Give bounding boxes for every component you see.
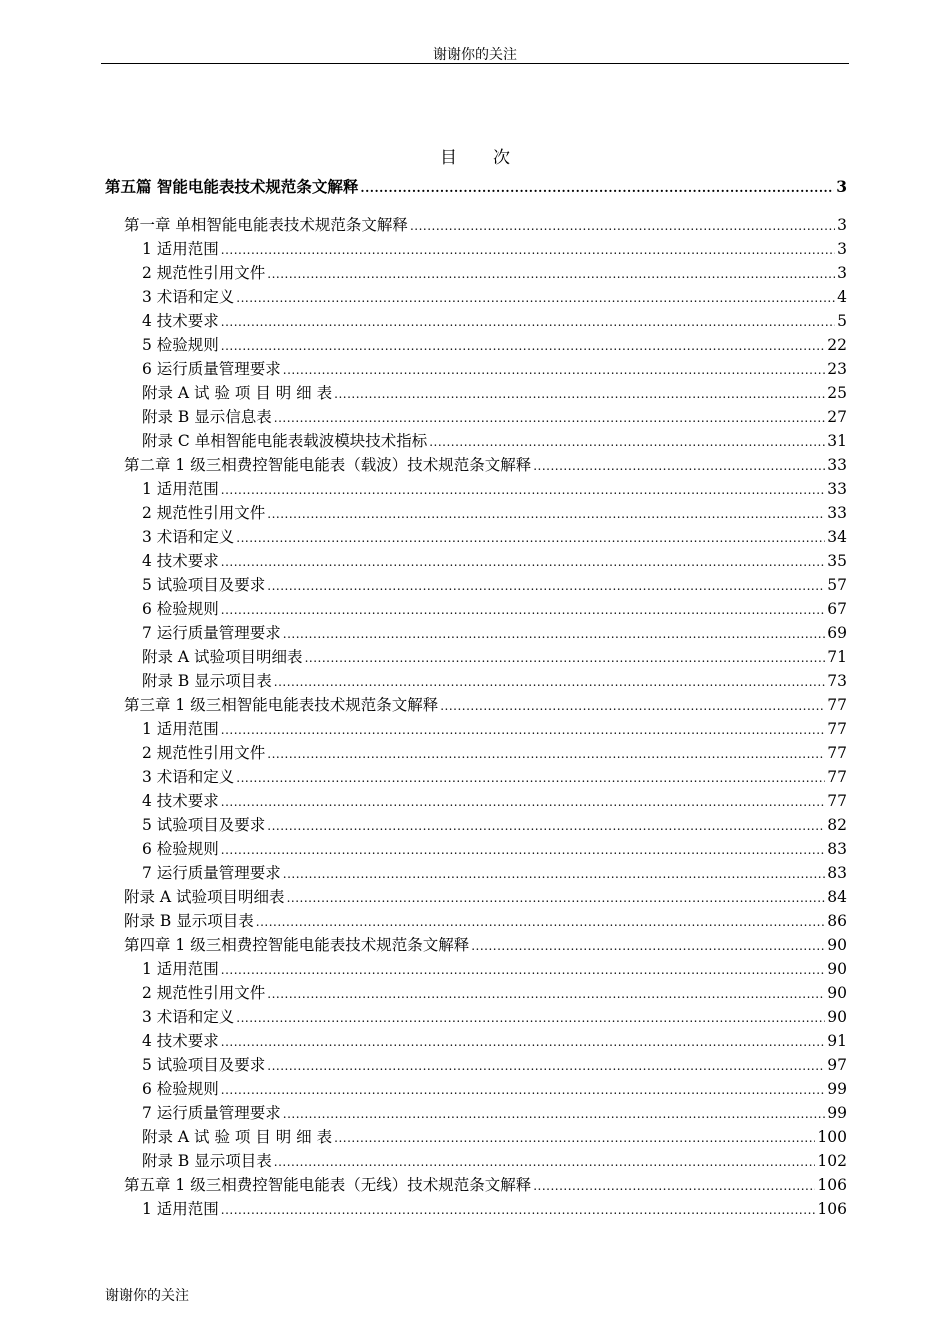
toc-entry-label: 5 试验项目及要求 bbox=[142, 816, 266, 834]
toc-entry[interactable] bbox=[142, 1054, 847, 1076]
toc-leader-dots bbox=[221, 551, 825, 573]
toc-title bbox=[0, 143, 950, 168]
toc-entry[interactable] bbox=[142, 262, 847, 284]
toc-leader-dots bbox=[287, 887, 826, 909]
toc-entry-page: 3 bbox=[837, 264, 847, 282]
toc-leader-dots bbox=[256, 911, 826, 933]
toc-leader-dots bbox=[305, 647, 826, 669]
toc-entry[interactable] bbox=[124, 934, 847, 956]
toc-entry-page: 86 bbox=[827, 912, 847, 930]
toc-entry-page: 77 bbox=[827, 792, 847, 810]
toc-entry-label: 1 适用范围 bbox=[142, 480, 219, 498]
toc-entry-page: 77 bbox=[827, 744, 847, 762]
toc-entry-page: 90 bbox=[827, 936, 847, 954]
toc-entry-label: 2 规范性引用文件 bbox=[142, 744, 266, 762]
toc-entry[interactable] bbox=[142, 790, 847, 812]
toc-leader-dots bbox=[236, 1007, 825, 1029]
toc-leader-dots bbox=[221, 599, 825, 621]
toc-entry[interactable] bbox=[142, 382, 847, 404]
toc-entry-label: 附录 B 显示项目表 bbox=[142, 1152, 272, 1170]
toc-entry-page: 82 bbox=[827, 816, 847, 834]
toc-entry[interactable] bbox=[142, 238, 847, 260]
toc-entry[interactable] bbox=[142, 502, 847, 524]
page-footer: 谢谢你的关注 bbox=[105, 1288, 189, 1304]
toc-entry-label: 5 试验项目及要求 bbox=[142, 1056, 266, 1074]
toc-leader-dots bbox=[267, 983, 825, 1005]
toc-entry-label: 7 运行质量管理要求 bbox=[142, 624, 281, 642]
toc-leader-dots bbox=[410, 215, 835, 237]
toc-leader-dots bbox=[274, 671, 826, 693]
toc-leader-dots bbox=[274, 1151, 816, 1173]
toc-entry[interactable] bbox=[105, 176, 847, 198]
toc-entry-label: 第五篇 智能电能表技术规范条文解释 bbox=[105, 177, 359, 196]
toc-entry-page: 23 bbox=[827, 360, 847, 378]
toc-entry-page: 5 bbox=[837, 312, 847, 330]
toc-entry-label: 第四章 1 级三相费控智能电能表技术规范条文解释 bbox=[124, 936, 470, 954]
toc-entry-page: 31 bbox=[827, 432, 847, 450]
toc-entry-label: 第三章 1 级三相智能电能表技术规范条文解释 bbox=[124, 696, 439, 714]
toc-leader-dots bbox=[221, 839, 825, 861]
toc-leader-dots bbox=[283, 623, 825, 645]
toc-entry-page: 33 bbox=[827, 504, 847, 522]
toc-entry-label: 5 检验规则 bbox=[142, 336, 219, 354]
toc-entry[interactable] bbox=[142, 358, 847, 380]
toc-entry-page: 71 bbox=[827, 648, 847, 666]
toc-entry-label: 2 规范性引用文件 bbox=[142, 264, 266, 282]
toc-entry-page: 99 bbox=[827, 1080, 847, 1098]
toc-entry-page: 27 bbox=[827, 408, 847, 426]
toc-leader-dots bbox=[221, 335, 825, 357]
page-header: 谢谢你的关注 bbox=[433, 47, 517, 63]
toc-entry-label: 第五章 1 级三相费控智能电能表（无线）技术规范条文解释 bbox=[124, 1176, 532, 1194]
toc-entry-label: 5 试验项目及要求 bbox=[142, 576, 266, 594]
toc-entry[interactable] bbox=[124, 886, 847, 908]
toc-leader-dots bbox=[221, 239, 835, 261]
toc-entry-page: 3 bbox=[836, 177, 847, 196]
toc-entry[interactable] bbox=[142, 526, 847, 548]
toc-entry-page: 91 bbox=[827, 1032, 847, 1050]
toc-entry-label: 7 运行质量管理要求 bbox=[142, 1104, 281, 1122]
toc-entry-label: 第一章 单相智能电能表技术规范条文解释 bbox=[124, 216, 408, 234]
toc-entry-label: 3 术语和定义 bbox=[142, 528, 235, 546]
toc-leader-dots bbox=[221, 959, 825, 981]
toc-entry[interactable] bbox=[142, 550, 847, 572]
toc-entry-label: 附录 A 试 验 项 目 明 细 表 bbox=[142, 384, 333, 402]
toc-entry-page: 67 bbox=[827, 600, 847, 618]
toc-leader-dots bbox=[283, 1103, 825, 1125]
toc-entry-page: 25 bbox=[827, 384, 847, 402]
toc-entry[interactable] bbox=[124, 454, 847, 476]
toc-leader-dots bbox=[429, 431, 825, 453]
toc-entry[interactable] bbox=[142, 478, 847, 500]
toc-entry-page: 83 bbox=[827, 840, 847, 858]
toc-entry[interactable] bbox=[142, 622, 847, 644]
toc-entry[interactable] bbox=[142, 838, 847, 860]
toc-entry-label: 7 运行质量管理要求 bbox=[142, 864, 281, 882]
toc-leader-dots bbox=[236, 767, 825, 789]
toc-leader-dots bbox=[471, 935, 825, 957]
toc-entry-label: 附录 B 显示项目表 bbox=[142, 672, 272, 690]
toc-entry-label: 4 技术要求 bbox=[142, 792, 219, 810]
toc-entry-page: 33 bbox=[827, 480, 847, 498]
toc-entry-label: 6 运行质量管理要求 bbox=[142, 360, 281, 378]
toc-entry[interactable] bbox=[142, 1198, 847, 1220]
toc-entry-page: 99 bbox=[827, 1104, 847, 1122]
toc-entry[interactable] bbox=[142, 574, 847, 596]
toc-leader-dots bbox=[221, 791, 825, 813]
toc-title-left: 目 bbox=[440, 148, 457, 168]
toc-entry[interactable] bbox=[142, 1126, 847, 1148]
toc-entry-page: 90 bbox=[827, 960, 847, 978]
toc-entry[interactable] bbox=[142, 430, 847, 452]
toc-entry[interactable] bbox=[142, 862, 847, 884]
toc-entry[interactable] bbox=[142, 310, 847, 332]
toc-entry-page: 73 bbox=[827, 672, 847, 690]
toc-entry-page: 57 bbox=[827, 576, 847, 594]
toc-entry[interactable] bbox=[142, 982, 847, 1004]
toc-entry-label: 1 适用范围 bbox=[142, 240, 219, 258]
toc-entry-page: 90 bbox=[827, 984, 847, 1002]
toc-entry-page: 3 bbox=[837, 216, 847, 234]
toc-leader-dots bbox=[334, 383, 825, 405]
toc-entry[interactable] bbox=[142, 1102, 847, 1124]
toc-leader-dots bbox=[221, 1079, 825, 1101]
toc-leader-dots bbox=[267, 815, 825, 837]
toc-leader-dots bbox=[274, 407, 826, 429]
toc-entry-label: 3 术语和定义 bbox=[142, 1008, 235, 1026]
toc-entry-label: 2 规范性引用文件 bbox=[142, 984, 266, 1002]
toc-entry-label: 附录 B 显示信息表 bbox=[142, 408, 272, 426]
toc-entry-label: 第二章 1 级三相费控智能电能表（载波）技术规范条文解释 bbox=[124, 456, 532, 474]
toc-entry-label: 3 术语和定义 bbox=[142, 288, 235, 306]
toc-entry[interactable] bbox=[142, 670, 847, 692]
toc-entry-page: 22 bbox=[827, 336, 847, 354]
toc-leader-dots bbox=[533, 455, 825, 477]
toc-entry-page: 77 bbox=[827, 696, 847, 714]
toc-leader-dots bbox=[267, 1055, 825, 1077]
header-divider bbox=[101, 63, 849, 64]
toc-entry[interactable] bbox=[142, 406, 847, 428]
toc-entry[interactable] bbox=[142, 334, 847, 356]
toc-entry-label: 1 适用范围 bbox=[142, 720, 219, 738]
toc-entry-label: 附录 A 试 验 项 目 明 细 表 bbox=[142, 1128, 333, 1146]
toc-leader-dots bbox=[236, 527, 825, 549]
toc-entry[interactable] bbox=[124, 694, 847, 716]
toc-entry[interactable] bbox=[142, 646, 847, 668]
toc-entry[interactable] bbox=[142, 1006, 847, 1028]
toc-leader-dots bbox=[334, 1127, 815, 1149]
toc-entry-page: 106 bbox=[817, 1176, 847, 1194]
toc-leader-dots bbox=[221, 719, 825, 741]
toc-entry-page: 84 bbox=[827, 888, 847, 906]
toc-entry[interactable] bbox=[124, 910, 847, 932]
toc-entry[interactable] bbox=[124, 1174, 847, 1196]
toc-entry-page: 35 bbox=[827, 552, 847, 570]
toc-entry-label: 2 规范性引用文件 bbox=[142, 504, 266, 522]
toc-leader-dots bbox=[221, 479, 825, 501]
toc-leader-dots bbox=[221, 1031, 825, 1053]
toc-entry-page: 106 bbox=[817, 1200, 847, 1218]
toc-entry[interactable] bbox=[142, 1150, 847, 1172]
toc-entry[interactable] bbox=[142, 814, 847, 836]
toc-leader-dots bbox=[267, 263, 835, 285]
toc-entry-page: 97 bbox=[827, 1056, 847, 1074]
toc-entry-page: 100 bbox=[817, 1128, 847, 1146]
toc-entry-page: 77 bbox=[827, 768, 847, 786]
toc-leader-dots bbox=[283, 359, 825, 381]
toc-entry-label: 1 适用范围 bbox=[142, 960, 219, 978]
toc-leader-dots bbox=[236, 287, 835, 309]
toc-entry[interactable] bbox=[142, 598, 847, 620]
toc-entry[interactable] bbox=[142, 718, 847, 740]
toc-leader-dots bbox=[360, 177, 834, 199]
toc-entry-label: 3 术语和定义 bbox=[142, 768, 235, 786]
toc-entry-label: 1 适用范围 bbox=[142, 1200, 219, 1218]
toc-leader-dots bbox=[440, 695, 825, 717]
toc-leader-dots bbox=[533, 1175, 815, 1197]
toc-entry[interactable] bbox=[142, 766, 847, 788]
toc-entry-label: 6 检验规则 bbox=[142, 600, 219, 618]
toc-entry-page: 77 bbox=[827, 720, 847, 738]
toc-entry-label: 附录 B 显示项目表 bbox=[124, 912, 254, 930]
toc-entry[interactable] bbox=[142, 1078, 847, 1100]
toc-entry-label: 6 检验规则 bbox=[142, 1080, 219, 1098]
toc-entry[interactable] bbox=[142, 1030, 847, 1052]
toc-title-right: 次 bbox=[493, 148, 510, 168]
toc-entry-page: 3 bbox=[837, 240, 847, 258]
toc-entry[interactable] bbox=[124, 214, 847, 236]
toc-entry[interactable] bbox=[142, 286, 847, 308]
toc-leader-dots bbox=[283, 863, 825, 885]
toc-entry[interactable] bbox=[142, 742, 847, 764]
toc-entry-page: 33 bbox=[827, 456, 847, 474]
toc-leader-dots bbox=[221, 311, 835, 333]
toc-entry-page: 90 bbox=[827, 1008, 847, 1026]
toc-entry-label: 附录 A 试验项目明细表 bbox=[142, 648, 303, 666]
toc-entry-page: 4 bbox=[837, 288, 847, 306]
toc-entry-page: 69 bbox=[827, 624, 847, 642]
toc-entry-page: 34 bbox=[827, 528, 847, 546]
toc-leader-dots bbox=[267, 743, 825, 765]
toc-entry-label: 4 技术要求 bbox=[142, 1032, 219, 1050]
toc-entry-label: 6 检验规则 bbox=[142, 840, 219, 858]
toc-entry[interactable] bbox=[142, 958, 847, 980]
toc-entry-label: 附录 A 试验项目明细表 bbox=[124, 888, 285, 906]
toc-leader-dots bbox=[267, 575, 825, 597]
toc-entry-label: 4 技术要求 bbox=[142, 552, 219, 570]
toc-entry-label: 附录 C 单相智能电能表载波模块技术指标 bbox=[142, 432, 428, 450]
toc-entry-page: 102 bbox=[817, 1152, 847, 1170]
toc-entry-label: 4 技术要求 bbox=[142, 312, 219, 330]
toc-leader-dots bbox=[221, 1199, 816, 1221]
toc-leader-dots bbox=[267, 503, 825, 525]
toc-entry-page: 83 bbox=[827, 864, 847, 882]
